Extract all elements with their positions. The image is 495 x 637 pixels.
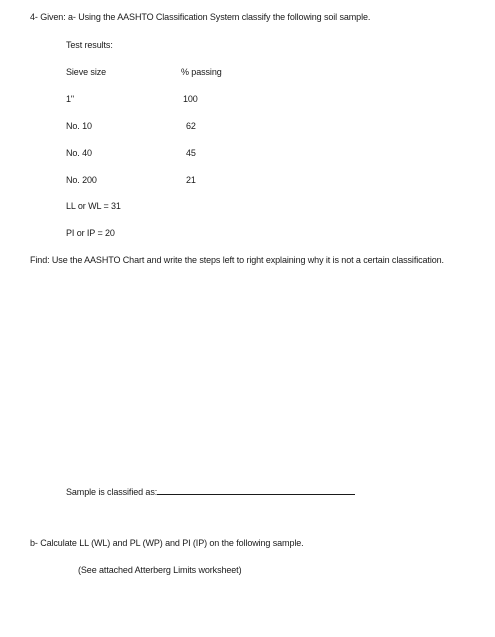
- find-instructions: Find: Use the AASHTO Chart and write the steps left to right explaining why it is not a certain classification.: [30, 255, 444, 265]
- liquid-limit-value: LL or WL = 31: [66, 201, 121, 211]
- part-b-instructions: b- Calculate LL (WL) and PL (WP) and PI (IP) on the following sample.: [30, 538, 304, 548]
- table-cell-sieve: No. 40: [66, 148, 92, 158]
- plasticity-index-value: PI or IP = 20: [66, 228, 115, 238]
- table-cell-passing: 21: [186, 175, 196, 185]
- sample-classified-label: Sample is classified as:: [66, 487, 158, 497]
- test-results-label: Test results:: [66, 40, 113, 50]
- table-header-sieve-size: Sieve size: [66, 67, 107, 77]
- table-cell-sieve: No. 10: [66, 121, 92, 131]
- table-cell-sieve: 1": [66, 94, 75, 104]
- table-cell-sieve: No. 200: [66, 175, 97, 185]
- answer-blank: [157, 485, 355, 495]
- table-cell-passing: 62: [186, 121, 196, 131]
- table-cell-passing: 45: [186, 148, 196, 158]
- question-heading: 4- Given: a- Using the AASHTO Classification System classify the following soil sample.: [30, 12, 371, 22]
- worksheet-note: (See attached Atterberg Limits worksheet): [78, 565, 242, 575]
- sample-classification-line: [66, 485, 355, 498]
- table-header-percent-passing: % passing: [181, 67, 222, 77]
- table-cell-passing: 100: [183, 94, 198, 104]
